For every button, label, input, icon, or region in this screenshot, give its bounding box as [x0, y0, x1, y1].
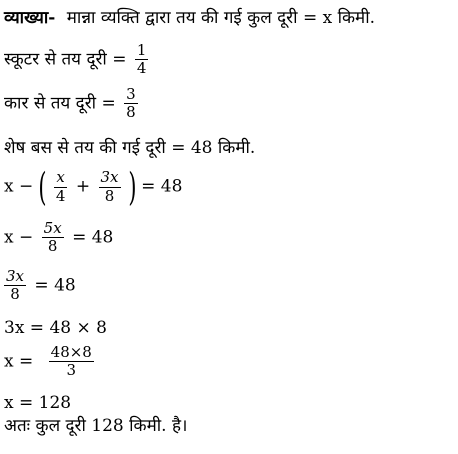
equation-rhs: = 48: [34, 275, 76, 296]
fraction-numerator: 48×8: [50, 343, 92, 361]
fraction-denominator: 4: [136, 59, 147, 78]
fraction-numerator: 3x: [100, 168, 119, 187]
solution-heading: व्याख्या-: [4, 8, 56, 28]
left-paren: (: [37, 165, 47, 209]
equation-line-4: [4, 320, 107, 337]
equation-line-5: [4, 344, 97, 380]
equation-lhs-prefix: x =: [4, 351, 34, 372]
fraction-numerator: 3x: [6, 267, 25, 285]
fraction-5x-over-8: [42, 220, 64, 256]
fraction-numerator: 5x: [43, 219, 62, 237]
equation-line-3: [4, 268, 76, 304]
fraction-denominator: 4: [55, 186, 66, 205]
plus-sign: +: [75, 176, 91, 197]
equation-rhs: = 48: [72, 227, 114, 248]
equation-rhs: = 48: [141, 176, 183, 197]
right-paren: ): [128, 165, 137, 209]
scooter-distance-line: [4, 42, 151, 78]
fraction-numerator: 3: [126, 85, 136, 103]
fraction-denominator: 8: [104, 186, 115, 205]
fraction-x-over-4: [54, 169, 68, 205]
fraction-numerator: x: [54, 169, 68, 187]
scooter-fraction: [135, 42, 149, 78]
fraction-denominator: 8: [10, 285, 20, 304]
fraction-numerator: 1: [136, 41, 147, 59]
scooter-distance-text: स्कूटर से तय दूरी =: [4, 49, 127, 70]
bus-distance-line: [4, 140, 255, 157]
car-distance-line: [4, 86, 141, 122]
equation-lhs-prefix: x −: [4, 176, 34, 197]
car-distance-text: कार से तय दूरी =: [4, 93, 116, 114]
car-fraction: [124, 86, 138, 122]
fraction-denominator: 8: [47, 237, 58, 256]
conclusion-text: अतः कुल दूरी 128 किमी. है।: [4, 416, 188, 436]
solution-intro-line: [4, 10, 375, 27]
intro-statement: मान्ना व्यक्ति द्वारा तय की गई कुल दूरी = x किमी.: [66, 8, 376, 28]
equation-text: x = 128: [4, 393, 72, 413]
conclusion-line: [4, 418, 187, 435]
fraction-denominator: 8: [126, 103, 136, 122]
equation-result-line: [4, 395, 71, 412]
fraction-3x-over-8: [99, 169, 121, 205]
equation-text: 3x = 48 × 8: [4, 318, 107, 338]
fraction-3x-over-8: [4, 268, 26, 304]
equation-line-1: [4, 165, 183, 209]
bus-distance-text: शेष बस से तय की गई दूरी = 48 किमी.: [4, 138, 256, 158]
equation-line-2: [4, 220, 113, 256]
equation-lhs-prefix: x −: [4, 227, 34, 248]
fraction-48x8-over-3: [49, 344, 94, 380]
fraction-denominator: 3: [66, 361, 77, 380]
